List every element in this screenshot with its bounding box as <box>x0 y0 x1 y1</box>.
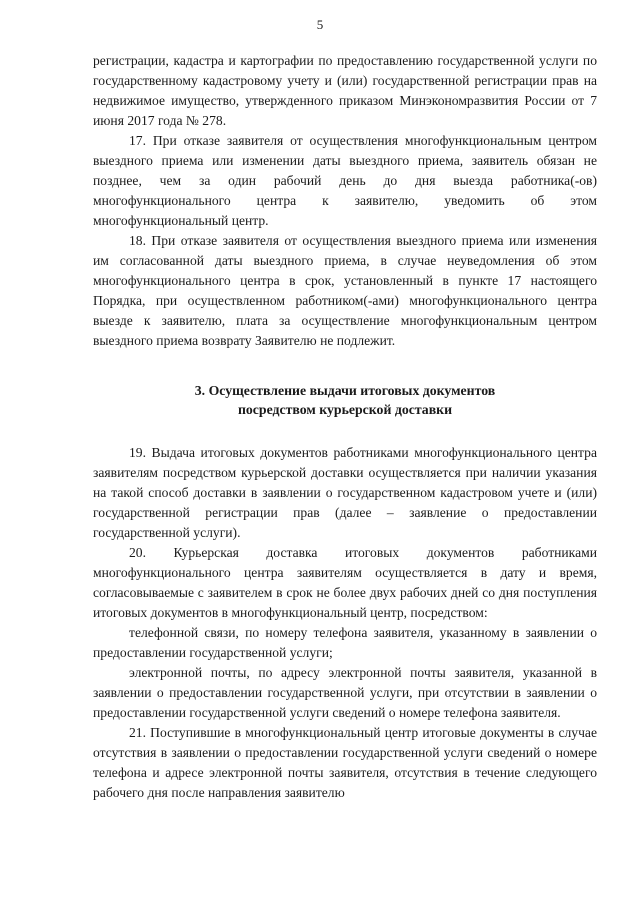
paragraph-20: 20. Курьерская доставка итоговых документов работниками многофункционального центра заявителям осуществляется в дату и время, согласовываемые с заявителем в срок не более двух рабочих дней со дня поступления итоговых документов в многофункциональный центр, посредством: <box>93 545 597 620</box>
paragraph-continuation: регистрации, кадастра и картографии по предоставлению государственной услуги по государственному кадастровому учету и (или) государственной регистрации прав на недвижимое имущество, утвержденного приказом Минэкономразвития России от 7 июня 2017 года № 278. <box>93 53 597 128</box>
page-number: 5 <box>316 17 324 32</box>
section-heading <box>93 381 597 419</box>
section-heading-line-2: посредством курьерской доставки <box>237 402 453 417</box>
paragraph-21: 21. Поступившие в многофункциональный центр итоговые документы в случае отсутствия в заявлении о предоставлении государственной услуги сведений о номере телефона и адресе электронной почты заявителя, отсутствия в течение следующего рабочего дня после направления заявителю <box>93 725 597 800</box>
paragraph-18: 18. При отказе заявителя от осуществления выездного приема или изменения им согласованной даты выездного приема, в случае неуведомления об этом многофункционального центра в срок, установленный в пункте 17 настоящего Порядка, при осуществленном работником(-ами) многофункционального центра выезде к заявителю, плата за осуществление многофункциональным центром выездного приема возврату Заявителю не подлежит. <box>93 233 597 348</box>
document-body <box>93 51 597 803</box>
paragraph-17: 17. При отказе заявителя от осуществления многофункциональным центром выездного приема или изменении даты выездного приема, заявитель обязан не позднее, чем за один рабочий день до дня выезда работника(-ов) многофункционального центра к заявителю, уведомить об этом многофункциональный центр. <box>93 133 597 228</box>
section-heading-line-1: 3. Осуществление выдачи итоговых документов <box>194 383 496 398</box>
paragraph-20-phone: телефонной связи, по номеру телефона заявителя, указанному в заявлении о предоставлении государственной услуги; <box>93 625 597 660</box>
paragraph-20-email: электронной почты, по адресу электронной почты заявителя, указанной в заявлении о предоставлении государственной услуги, при отсутствии в заявлении о предоставлении государственной услуги сведений о номере телефона заявителя. <box>93 665 597 720</box>
paragraph-19: 19. Выдача итоговых документов работниками многофункционального центра заявителям посредством курьерской доставки осуществляется при наличии указания на такой способ доставки в заявлении о государственном кадастровом учете и (или) государственной регистрации прав (далее – заявление о предоставлении государственной услуги). <box>93 445 597 540</box>
